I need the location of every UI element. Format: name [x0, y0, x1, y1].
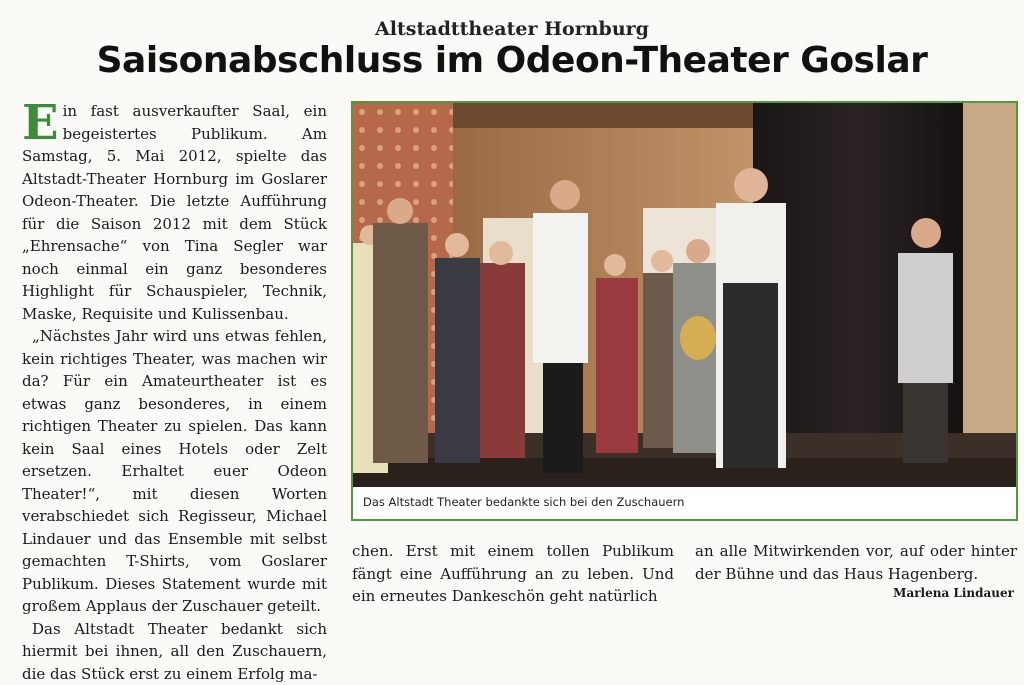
headline: Saisonabschluss im Odeon-Theater Goslar [0, 40, 1024, 81]
drop-cap: E [22, 103, 59, 143]
article-column-3 [695, 540, 1017, 585]
article-column-1 [22, 100, 327, 685]
paragraph-1 [22, 100, 327, 325]
paragraph-1-text: in fast ausverkaufter Saal, ein begeistertes Publikum. Am Samstag, 5. Mai 2012, spielte das Altstadt-Theater Hornburg im Goslarer Odeon-Theater. Die letzte Aufführung für die Saison 2012 mit dem Stück „Ehrensache“ von Tina Segler war noch einmal ein ganz besonderes Highlight für Schauspieler, Technik, Maske, Requisite und Kulissenbau. [22, 102, 327, 323]
paragraph-3: Das Altstadt Theater bedankt sich hiermit bei ihnen, all den Zuschauern, die das Stück erst zu einem Erfolg ma- [22, 618, 327, 685]
paragraph-2: „Nächstes Jahr wird uns etwas fehlen, kein richtiges Theater, was machen wir da? Für ein Amateurtheater ist es etwas ganz besonderes, in einem richtigen Theater zu spielen. Das kann kein Saal eines Hotels oder Zelt ersetzen. Erhaltet euer Odeon Theater!“, mit diesen Worten verabschiedet sich Regisseur, Michael Lindauer und das Ensemble mit selbst gemachten T-Shirts, vom Goslarer Publikum. Dieses Statement wurde mit großem Applaus der Zuschauer geteilt. [22, 325, 327, 618]
stage-photo-image [353, 103, 1016, 487]
kicker: Altstadttheater Hornburg [0, 18, 1024, 40]
photo-frame [351, 101, 1018, 521]
article-column-2 [352, 540, 674, 608]
stage-photo [353, 103, 1016, 487]
column-3-text: an alle Mitwirkenden vor, auf oder hinter der Bühne und das Haus Hagenberg. [695, 540, 1017, 585]
author-byline: Marlena Lindauer [893, 586, 1014, 600]
column-2-text: chen. Erst mit einem tollen Publikum fängt eine Aufführung an zu leben. Und ein erneutes Dankeschön geht natürlich [352, 540, 674, 608]
photo-caption: Das Altstadt Theater bedankte sich bei den Zuschauern [363, 495, 684, 509]
